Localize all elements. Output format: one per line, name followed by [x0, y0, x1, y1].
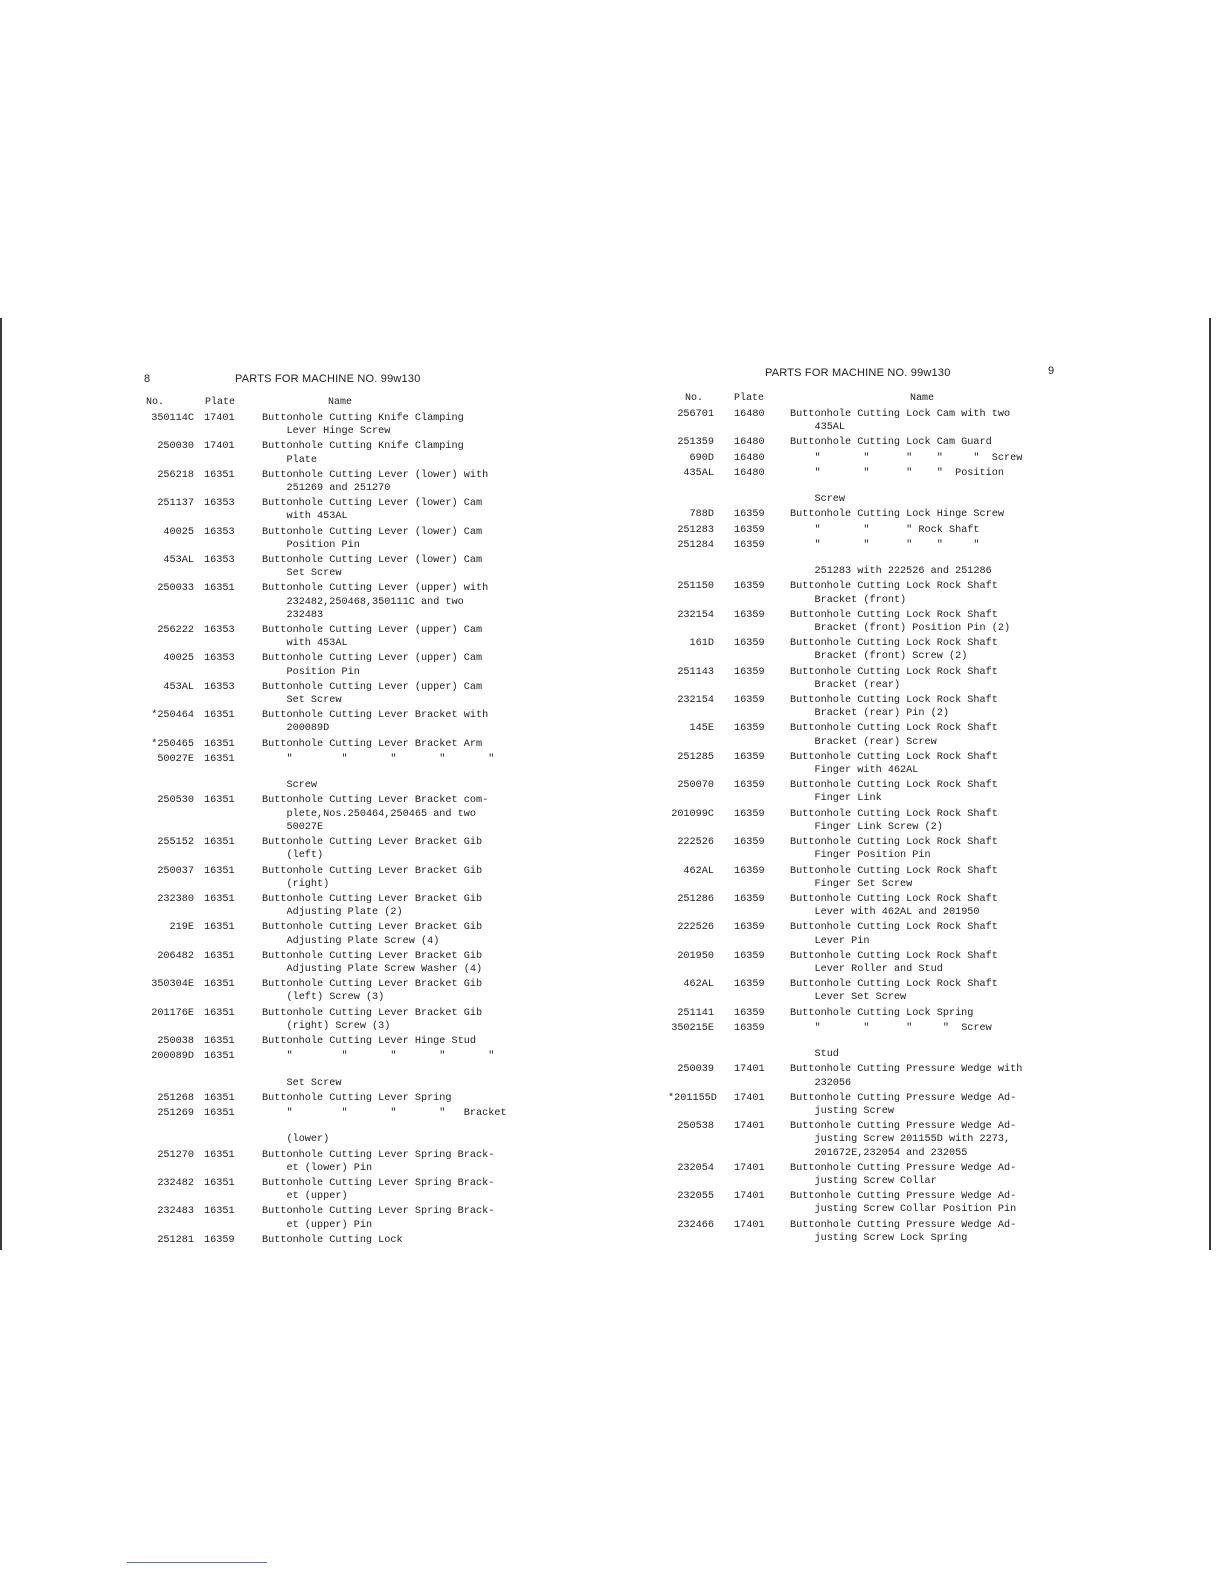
plate-number: 16351 [204, 837, 235, 849]
part-name: Buttonhole Cutting Lock Rock Shaft Lever Roller and Stud [790, 950, 998, 975]
plate-number: 16359 [734, 509, 765, 521]
plate-number: 16351 [204, 583, 235, 595]
parts-row [138, 978, 558, 1004]
plate-number: 16353 [204, 681, 235, 693]
part-name: " " " " " 251283 with 222526 and 251286 [814, 539, 992, 578]
parts-row [668, 950, 1068, 976]
plate-number: 16351 [204, 1007, 235, 1019]
part-name: Buttonhole Cutting Lock Rock Shaft Bracket (rear) Pin (2) [790, 695, 998, 720]
plate-number: 17401 [204, 413, 235, 424]
part-number: 251359 [677, 437, 714, 449]
parts-row [138, 921, 558, 947]
part-number: 690D [689, 452, 714, 464]
plate-number: 16351 [204, 893, 235, 905]
part-number: 219E [169, 922, 194, 934]
plate-number: 16359 [734, 524, 765, 536]
plate-number: 16359 [734, 723, 765, 735]
part-number: 250070 [677, 780, 714, 792]
part-number: 350215E [671, 1022, 714, 1034]
part-number: 350114C [151, 413, 194, 424]
parts-row [138, 1092, 558, 1105]
plate-number: 16351 [204, 1035, 235, 1047]
parts-row [138, 738, 558, 751]
plate-number: 16359 [734, 808, 765, 820]
plate-number: 16359 [734, 666, 765, 678]
plate-number: 16359 [734, 695, 765, 707]
part-number: 435AL [683, 467, 714, 479]
part-name: Buttonhole Cutting Pressure Wedge with 232056 [790, 1064, 1023, 1089]
plate-number: 17401 [734, 1191, 765, 1203]
part-name: Buttonhole Cutting Pressure Wedge Ad- justing Screw Collar Position Pin [790, 1191, 1017, 1216]
part-number: 232055 [677, 1191, 714, 1203]
parts-row [138, 709, 558, 735]
plate-number: 16351 [204, 922, 235, 934]
part-name: Buttonhole Cutting Lock Rock Shaft Lever with 462AL and 201950 [790, 893, 998, 919]
part-name: Buttonhole Cutting Lever Spring Brack- et (lower) Pin [262, 1149, 495, 1174]
parts-row [668, 408, 1068, 434]
part-name: Buttonhole Cutting Lever Bracket Gib Adjusting Plate Screw (4) [262, 922, 483, 947]
parts-row [668, 836, 1068, 862]
plate-number: 16351 [204, 753, 235, 765]
plate-number: 16353 [204, 498, 235, 510]
parts-row [668, 722, 1068, 748]
part-number: 251281 [157, 1234, 194, 1246]
plate-number: 16359 [734, 979, 765, 991]
part-name: " " " " Screw Stud [814, 1022, 992, 1061]
part-number: 222526 [677, 837, 714, 849]
parts-row [138, 893, 558, 919]
part-number: 222526 [677, 922, 714, 934]
part-number: 201099C [671, 808, 714, 820]
plate-number: 16359 [734, 865, 765, 877]
plate-number: 16480 [734, 467, 765, 479]
part-name: Buttonhole Cutting Lever Bracket with 200089D [262, 710, 489, 735]
part-number: 250038 [157, 1035, 194, 1047]
parts-row [138, 1205, 558, 1231]
left-parts-list [138, 412, 558, 1247]
part-number: 206482 [157, 950, 194, 962]
part-number: 251150 [677, 581, 714, 593]
part-number: 453AL [163, 555, 194, 567]
plate-number: 16359 [734, 922, 765, 934]
col-no-header: No. [146, 397, 165, 408]
part-name: Buttonhole Cutting Lever Bracket Gib Adjusting Plate Screw Washer (4) [262, 950, 483, 975]
plate-number: 16359 [204, 1234, 235, 1246]
part-number: 232154 [677, 695, 714, 707]
part-name: Buttonhole Cutting Lock Rock Shaft Finger with 462AL [790, 751, 998, 777]
parts-row [668, 808, 1068, 834]
plate-number: 16359 [734, 609, 765, 621]
plate-number: 16351 [204, 1149, 235, 1161]
part-name: Buttonhole Cutting Lock Rock Shaft Bracket (rear) Screw [790, 723, 998, 748]
part-number: *201155D [668, 1092, 717, 1104]
plate-number: 16359 [734, 893, 765, 905]
right-page-edge [1209, 318, 1211, 1250]
plate-number: 17401 [734, 1162, 765, 1174]
part-number: 251285 [677, 751, 714, 763]
part-name: Buttonhole Cutting Lock Rock Shaft Bracket (front) [790, 581, 998, 606]
plate-number: 16351 [204, 469, 235, 481]
part-number: 232054 [677, 1162, 714, 1174]
part-name: Buttonhole Cutting Lock Rock Shaft Bracket (front) Screw (2) [790, 638, 998, 663]
part-name: Buttonhole Cutting Pressure Wedge Ad- justing Screw Lock Spring [790, 1219, 1017, 1244]
part-name: Buttonhole Cutting Lock Cam with two 435AL [790, 409, 1011, 434]
part-name: Buttonhole Cutting Lever (lower) Cam Position Pin [262, 526, 483, 551]
part-name: Buttonhole Cutting Lever Hinge Stud [262, 1035, 476, 1047]
parts-row [668, 893, 1068, 919]
parts-row [668, 508, 1068, 521]
part-name: Buttonhole Cutting Lever Bracket Arm [262, 738, 483, 750]
part-name: Buttonhole Cutting Lever (lower) Cam with 453AL [262, 498, 483, 523]
parts-row [668, 539, 1068, 579]
parts-row [138, 624, 558, 650]
parts-row [668, 978, 1068, 1004]
parts-row [138, 582, 558, 622]
parts-row [668, 666, 1068, 692]
parts-row [668, 779, 1068, 805]
plate-number: 16351 [204, 1092, 235, 1104]
part-name: Buttonhole Cutting Lock Rock Shaft Lever Pin [790, 922, 998, 947]
plate-number: 16351 [204, 738, 235, 750]
plate-number: 16359 [734, 1022, 765, 1034]
parts-row [668, 751, 1068, 777]
parts-row [138, 1035, 558, 1048]
plate-number: 16480 [734, 437, 765, 449]
part-number: 200089D [151, 1051, 194, 1063]
parts-row [138, 836, 558, 862]
part-number: 251270 [157, 1149, 194, 1161]
part-number: 145E [689, 723, 714, 735]
left-page-edge [0, 318, 2, 1250]
parts-row [668, 1219, 1068, 1245]
part-name: Buttonhole Cutting Lever Bracket Gib (right) [262, 865, 483, 890]
right-page-header [668, 365, 1068, 385]
left-page-title: PARTS FOR MACHINE NO. 99w130 [235, 373, 421, 385]
parts-row [668, 1120, 1068, 1160]
parts-row [668, 1007, 1068, 1020]
parts-row [138, 497, 558, 523]
plate-number: 16351 [204, 710, 235, 722]
right-parts-list [668, 408, 1068, 1245]
part-number: 255152 [157, 837, 194, 849]
parts-row [668, 1092, 1068, 1118]
parts-row [668, 452, 1068, 465]
part-number: 40025 [163, 526, 194, 538]
part-number: 232483 [157, 1206, 194, 1218]
part-name: Buttonhole Cutting Lever Bracket Gib (left) [262, 837, 483, 862]
part-name: " " " " Bracket (lower) [286, 1107, 507, 1146]
part-number: 161D [689, 638, 714, 650]
parts-row [668, 580, 1068, 606]
left-page [138, 368, 558, 1247]
plate-number: 16359 [734, 539, 765, 551]
parts-row [138, 554, 558, 580]
parts-row [138, 1050, 558, 1090]
left-column-headers [138, 397, 558, 412]
parts-row [138, 1149, 558, 1175]
part-name: Buttonhole Cutting Knife Clamping Plate [262, 441, 464, 466]
plate-number: 17401 [204, 441, 235, 453]
part-number: 232154 [677, 609, 714, 621]
part-name: Buttonhole Cutting Lock Rock Shaft Finger Link [790, 780, 998, 805]
part-number: 462AL [683, 979, 714, 991]
part-number: *250464 [151, 710, 194, 722]
part-name: Buttonhole Cutting Lever Bracket Gib Adjusting Plate (2) [262, 893, 483, 919]
part-number: 232380 [157, 893, 194, 905]
part-number: 50027E [157, 753, 194, 765]
part-number: 256222 [157, 625, 194, 637]
part-number: 251143 [677, 666, 714, 678]
plate-number: 16351 [204, 950, 235, 962]
part-number: 251286 [677, 893, 714, 905]
parts-row [668, 524, 1068, 537]
plate-number: 17401 [734, 1121, 765, 1133]
parts-row [138, 469, 558, 495]
plate-number: 16359 [734, 751, 765, 763]
plate-number: 16351 [204, 795, 235, 807]
parts-row [138, 865, 558, 891]
part-number: 201950 [677, 950, 714, 962]
plate-number: 16351 [204, 1177, 235, 1189]
part-name: Buttonhole Cutting Lever Bracket Gib (left) Screw (3) [262, 979, 483, 1004]
plate-number: 16353 [204, 555, 235, 567]
part-name: Buttonhole Cutting Lever Bracket com- plete,Nos.250464,250465 and two 50027E [262, 795, 489, 833]
part-number: 251141 [677, 1007, 714, 1019]
parts-row [138, 1007, 558, 1033]
part-name: " " " Rock Shaft [790, 524, 980, 536]
plate-number: 16351 [204, 1107, 235, 1119]
part-name: Buttonhole Cutting Pressure Wedge Ad- justing Screw Collar [790, 1162, 1017, 1187]
part-name: Buttonhole Cutting Lever Bracket Gib (right) Screw (3) [262, 1007, 483, 1032]
part-name: Buttonhole Cutting Lock Rock Shaft Lever Set Screw [790, 979, 998, 1004]
part-name: Buttonhole Cutting Lock Rock Shaft Finger Set Screw [790, 865, 998, 890]
part-number: *250465 [151, 738, 194, 750]
right-column-headers [668, 393, 1068, 408]
part-name: Buttonhole Cutting Lever (upper) with 232482,250468,350111C and two 232483 [262, 583, 489, 621]
parts-row [138, 753, 558, 793]
parts-row [668, 694, 1068, 720]
parts-row [138, 652, 558, 678]
part-number: 788D [689, 509, 714, 521]
right-page-number: 9 [1048, 365, 1055, 377]
right-page-title: PARTS FOR MACHINE NO. 99w130 [765, 367, 951, 379]
plate-number: 16359 [734, 837, 765, 849]
parts-row [138, 950, 558, 976]
part-number: 250530 [157, 795, 194, 807]
part-number: 250030 [157, 441, 194, 453]
plate-number: 17401 [734, 1064, 765, 1076]
part-name: " " " " " Screw [286, 753, 495, 792]
part-number: 256218 [157, 469, 194, 481]
part-number: 250538 [677, 1121, 714, 1133]
part-name: " " " " " Set Screw [286, 1051, 495, 1089]
parts-row [138, 1107, 558, 1147]
left-page-header [138, 368, 558, 388]
parts-row [668, 1063, 1068, 1089]
part-number: 250039 [677, 1064, 714, 1076]
plate-number: 16480 [734, 452, 765, 464]
part-number: 251284 [677, 539, 714, 551]
part-name: Buttonhole Cutting Lock Cam Guard [790, 437, 992, 449]
part-name: Buttonhole Cutting Lock [262, 1234, 403, 1246]
parts-row [668, 1190, 1068, 1216]
part-number: 251137 [157, 498, 194, 510]
plate-number: 17401 [734, 1092, 765, 1104]
parts-row [138, 681, 558, 707]
parts-row [668, 609, 1068, 635]
part-name: Buttonhole Cutting Lever (upper) Cam with 453AL [262, 625, 483, 650]
part-name: Buttonhole Cutting Lever (lower) Cam Set Screw [262, 555, 483, 580]
parts-row [668, 436, 1068, 449]
col-plate-header: Plate [205, 397, 236, 408]
part-name: Buttonhole Cutting Lever Spring [262, 1092, 452, 1104]
part-name: Buttonhole Cutting Lever Spring Brack- et (upper) [262, 1177, 495, 1203]
part-name: " " " " Position Screw [814, 467, 1004, 506]
parts-row [668, 865, 1068, 891]
parts-row [668, 467, 1068, 507]
plate-number: 16351 [204, 1206, 235, 1218]
part-number: 40025 [163, 653, 194, 665]
plate-number: 16480 [734, 409, 765, 420]
part-number: 250037 [157, 865, 194, 877]
left-page-number: 8 [144, 373, 151, 385]
parts-row [138, 526, 558, 552]
plate-number: 16359 [734, 638, 765, 650]
part-name: Buttonhole Cutting Pressure Wedge Ad- justing Screw 201155D with 2273, 201672E,232054 and 232055 [790, 1121, 1017, 1159]
part-number: 251268 [157, 1092, 194, 1104]
parts-row [138, 440, 558, 466]
parts-row [138, 1177, 558, 1203]
parts-row [138, 412, 558, 438]
part-name: Buttonhole Cutting Lock Hinge Screw [790, 509, 1004, 521]
plate-number: 16359 [734, 1007, 765, 1019]
part-name: " " " " " Screw [790, 452, 1023, 464]
parts-row [668, 1022, 1068, 1062]
parts-row [668, 921, 1068, 947]
col-name-header: Name [328, 397, 353, 408]
plate-number: 16351 [204, 865, 235, 877]
part-number: 232482 [157, 1177, 194, 1189]
col-plate-header: Plate [734, 393, 765, 404]
col-no-header: No. [685, 393, 704, 404]
plate-number: 16353 [204, 653, 235, 665]
part-name: Buttonhole Cutting Pressure Wedge Ad- justing Screw [790, 1092, 1017, 1117]
col-name-header: Name [910, 393, 935, 404]
parts-row [668, 637, 1068, 663]
part-name: Buttonhole Cutting Lever Spring Brack- et (upper) Pin [262, 1206, 495, 1231]
part-name: Buttonhole Cutting Lock Rock Shaft Bracket (front) Position Pin (2) [790, 609, 1011, 635]
parts-row [138, 794, 558, 834]
part-name: Buttonhole Cutting Lock Rock Shaft Bracket (rear) [790, 666, 998, 691]
plate-number: 16353 [204, 625, 235, 637]
part-number: 350304E [151, 979, 194, 991]
part-number: 232466 [677, 1219, 714, 1231]
plate-number: 16359 [734, 780, 765, 792]
part-name: Buttonhole Cutting Lever (upper) Cam Set Screw [262, 681, 483, 707]
plate-number: 16351 [204, 979, 235, 991]
part-number: 256701 [677, 409, 714, 420]
parts-row [138, 1234, 558, 1247]
part-name: Buttonhole Cutting Lever (lower) with 251269 and 251270 [262, 469, 489, 495]
part-name: Buttonhole Cutting Lock Rock Shaft Finger Position Pin [790, 837, 998, 862]
part-number: 250033 [157, 583, 194, 595]
plate-number: 16359 [734, 581, 765, 593]
right-page [668, 365, 1068, 1245]
part-number: 201176E [151, 1007, 194, 1019]
part-name: Buttonhole Cutting Lock Spring [790, 1007, 974, 1019]
part-number: 251269 [157, 1107, 194, 1119]
parts-row [668, 1162, 1068, 1188]
part-name: Buttonhole Cutting Knife Clamping Lever Hinge Screw [262, 413, 464, 438]
part-name: Buttonhole Cutting Lever (upper) Cam Position Pin [262, 653, 483, 678]
plate-number: 17401 [734, 1219, 765, 1231]
part-number: 462AL [683, 865, 714, 877]
part-number: 251283 [677, 524, 714, 536]
plate-number: 16359 [734, 950, 765, 962]
part-number: 453AL [163, 681, 194, 693]
plate-number: 16353 [204, 526, 235, 538]
part-name: Buttonhole Cutting Lock Rock Shaft Finger Link Screw (2) [790, 808, 998, 833]
plate-number: 16351 [204, 1051, 235, 1063]
underline-link-mark [127, 1562, 267, 1563]
